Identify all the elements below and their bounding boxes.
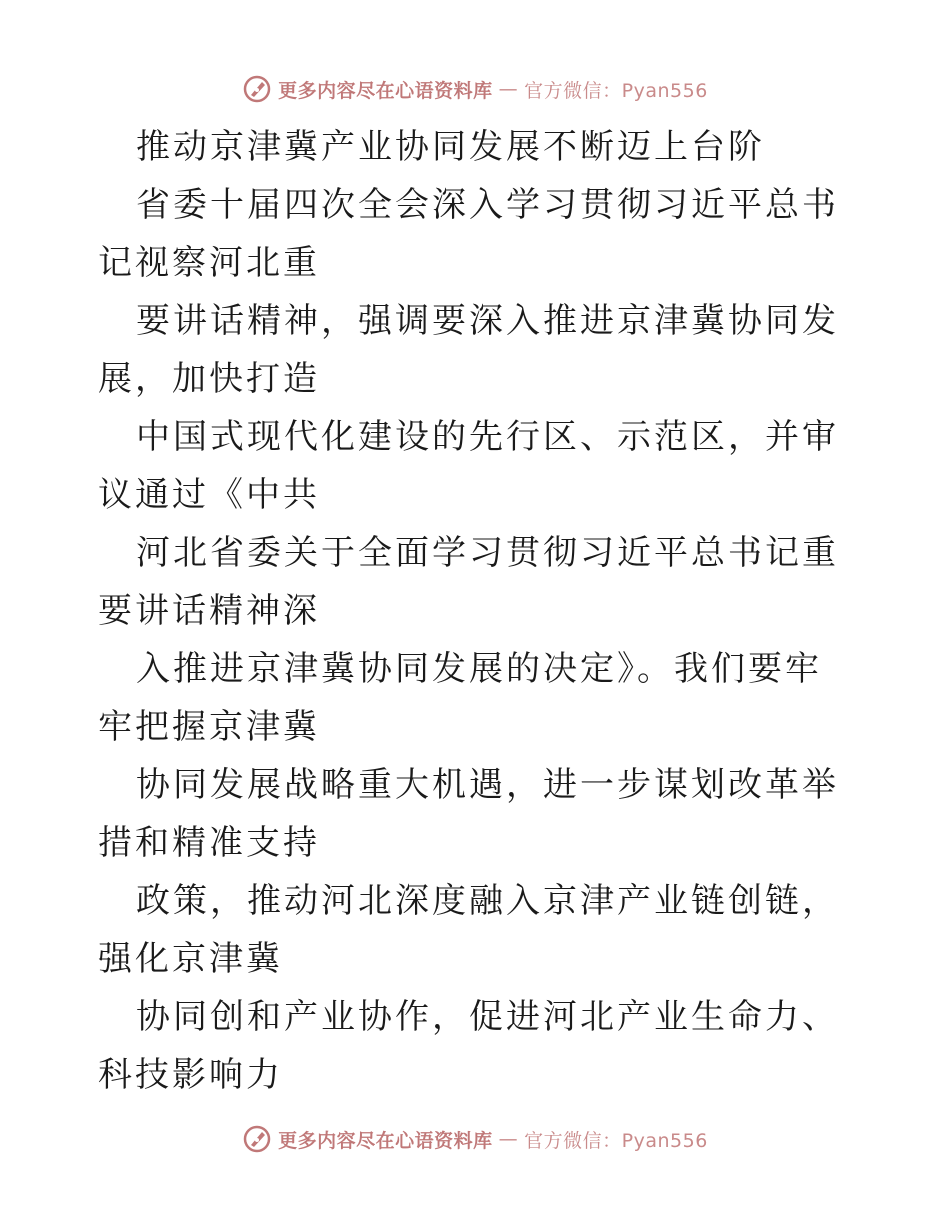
watermark-dash: — [498, 78, 519, 100]
watermark-main-text: 更多内容尽在心语资料库 [278, 1129, 493, 1152]
paragraph-7: 协同发展战略重大机遇，进一步谋划改革举措和精准支持 [98, 765, 839, 863]
header-watermark [0, 74, 950, 104]
watermark-main-text: 更多内容尽在心语资料库 [278, 79, 493, 102]
pen-circle-icon [242, 74, 272, 104]
paragraph-4: 中国式现代化建设的先行区、示范区，并审议通过《中共 [98, 417, 839, 515]
paragraph-6: 入推进京津冀协同发展的决定》。我们要牢牢把握京津冀 [98, 649, 822, 747]
footer-watermark [0, 1124, 950, 1154]
watermark-wechat-text: 官方微信：Pyan556 [524, 79, 708, 102]
watermark-dash: — [498, 1128, 519, 1150]
paragraph-1: 推动京津冀产业协同发展不断迈上台阶 [136, 127, 765, 167]
paragraph-5: 河北省委关于全面学习贯彻习近平总书记重要讲话精神深 [98, 533, 839, 631]
pen-circle-icon [242, 1124, 272, 1154]
watermark-wechat-text: 官方微信：Pyan556 [524, 1129, 708, 1152]
document-body [98, 118, 858, 1104]
paragraph-9: 协同创和产业协作，促进河北产业生命力、科技影响力 [98, 997, 839, 1095]
paragraph-3: 要讲话精神，强调要深入推进京津冀协同发展，加快打造 [98, 301, 839, 399]
paragraph-8: 政策，推动河北深度融入京津产业链创链，强化京津冀 [98, 881, 839, 979]
paragraph-2: 省委十届四次全会深入学习贯彻习近平总书记视察河北重 [98, 185, 839, 283]
